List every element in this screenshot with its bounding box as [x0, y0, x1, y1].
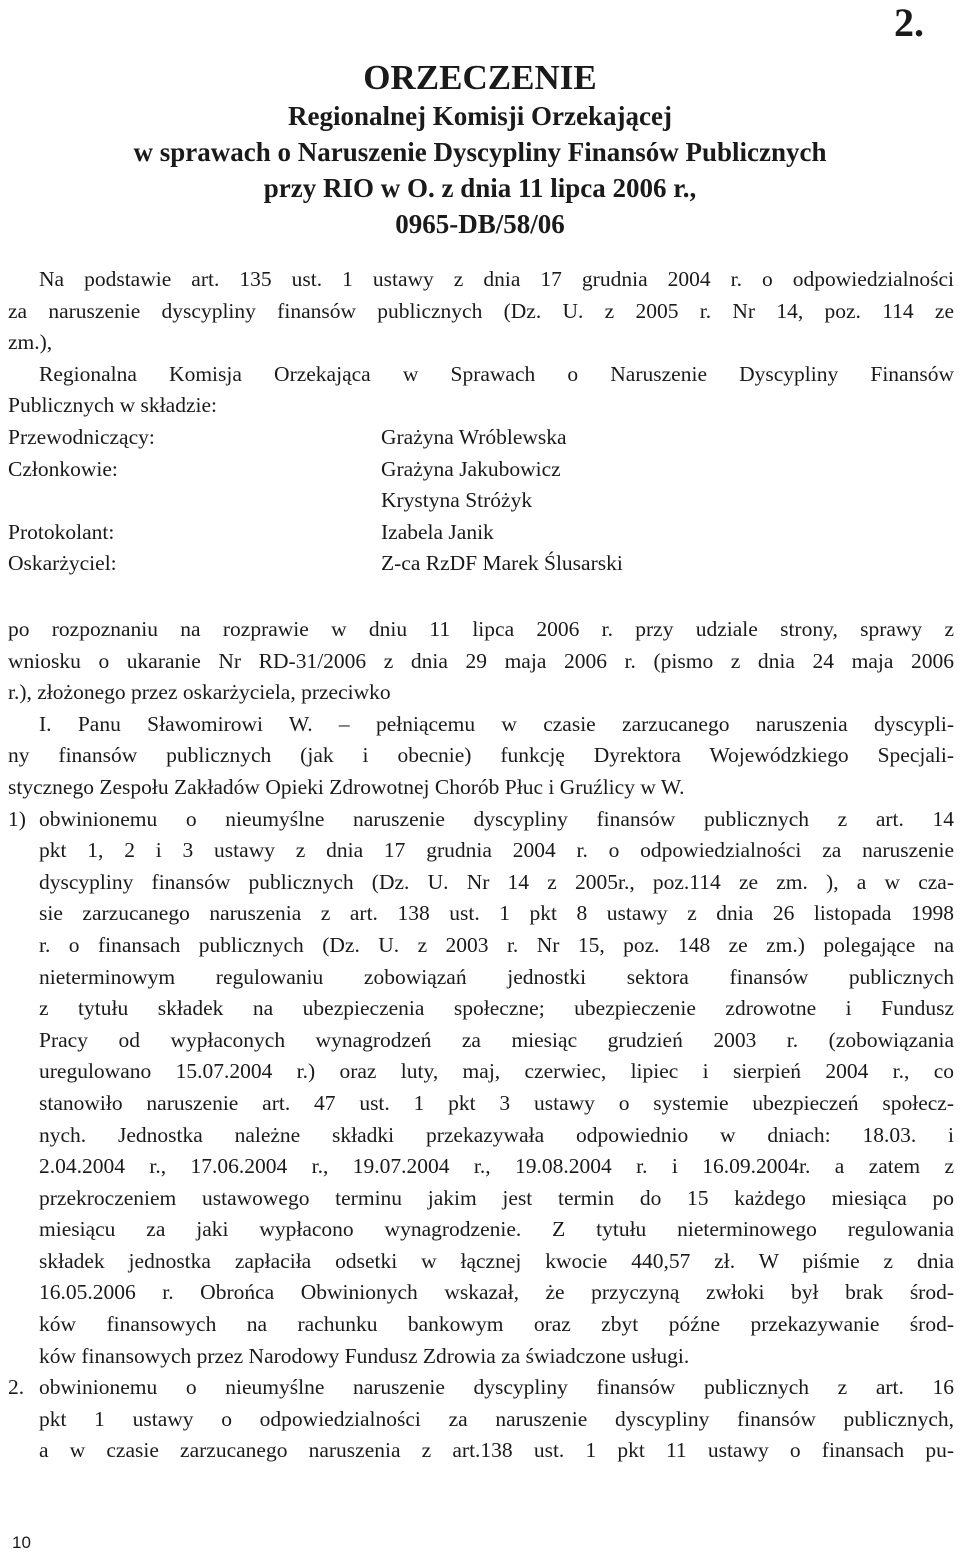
text-line: nych. Jednostka należne składki przekazywała odpowiednio w dniach: 18.03. i — [39, 1122, 954, 1147]
text-line: stanowiło naruszenie art. 47 ust. 1 pkt 3 ustawy o systemie ubezpieczeń społecz- — [39, 1090, 954, 1115]
subtitle-line: w sprawach o Naruszenie Dyscypliny Finansów Publicznych — [133, 137, 827, 167]
text-line: zm.), — [8, 330, 53, 355]
text-line: 16.05.2006 r. Obrońca Obwinionych wskazał, że przyczyną zwłoki był brak środ- — [39, 1280, 954, 1305]
text-line: pkt 1, 2 i 3 ustawy z dnia 17 grudnia 2004 r. o odpowiedzialności za naruszenie — [39, 838, 954, 863]
text-line: po rozpoznaniu na rozprawie w dniu 11 lipca 2006 r. przy udziale strony, sprawy z — [8, 617, 954, 641]
text-line: obwinionemu o nieumyślne naruszenie dyscypliny finansów publicznych z art. 14 — [39, 806, 954, 831]
member-name: Z-ca RzDF Marek Ślusarski — [381, 551, 623, 576]
text-line: Pracy od wypłaconych wynagrodzeń za miesiąc grudzień 2003 r. (zobowiązania — [39, 1027, 954, 1052]
text-line: przekroczeniem ustawowego terminu jakim jest termin do 15 każdego miesiąca po — [39, 1185, 954, 1210]
text-line: ny finansów publicznych (jak i obecnie) funkcję Dyrektora Wojewódzkiego Specjali- — [8, 743, 954, 768]
text-line: miesiącu za jaki wypłacono wynagrodzenie. Z tytułu nieterminowego regulowania — [39, 1217, 954, 1242]
commission-composition — [8, 422, 954, 580]
text-line: dyscypliny finansów publicznych (Dz. U. Nr 14 z 2005r., poz.114 ze zm. ), a w cza- — [39, 869, 954, 894]
text-line: I. Panu Sławomirowi W. – pełniącemu w czasie zarzucanego naruszenia dyscypli- — [39, 711, 954, 736]
member-name: Izabela Janik — [381, 519, 494, 544]
text-line: Publicznych w składzie: — [8, 393, 217, 418]
member-name: Krystyna Stróżyk — [381, 488, 533, 513]
text-line: a w czasie zarzucanego naruszenia z art.138 ust. 1 pkt 11 ustawy o finansach pu- — [39, 1438, 954, 1463]
text-line: 2.04.2004 r., 17.06.2004 r., 19.07.2004 r., 19.08.2004 r. i 16.09.2004r. a zatem z — [39, 1154, 954, 1179]
role-label: Protokolant: — [8, 519, 115, 544]
text-line: uregulowano 15.07.2004 r.) oraz luty, maj, czerwiec, lipiec i sierpień 2004 r., co — [39, 1059, 954, 1084]
text-line: stycznego Zespołu Zakładów Opieki Zdrowotnej Chorób Płuc i Gruźlicy w W. — [8, 774, 685, 799]
charge-item-1 — [8, 804, 954, 1373]
ruling-body — [8, 614, 954, 1467]
text-line: ków finansowych na rachunku bankowym oraz zbyt późne przekazywanie środ- — [39, 1312, 954, 1337]
text-line: wniosku o ukaranie Nr RD-31/2006 z dnia 29 maja 2006 r. (pismo z dnia 24 maja 2006 — [8, 648, 954, 673]
text-line: za naruszenie dyscypliny finansów publicznych (Dz. U. z 2005 r. Nr 14, poz. 114 ze — [8, 298, 954, 323]
subtitle-line: Regionalnej Komisji Orzekającej — [288, 101, 672, 131]
section-number: 2. — [894, 0, 924, 45]
composition-row — [8, 548, 954, 580]
text-line: r. o finansach publicznych (Dz. U. z 2003 r. Nr 15, poz. 148 ze zm.) polegające na — [39, 932, 954, 957]
heading-block — [0, 58, 960, 242]
composition-row — [8, 454, 954, 486]
charge-number: 1) — [8, 806, 26, 831]
text-line: obwinionemu o nieumyślne naruszenie dyscypliny finansów publicznych z art. 16 — [39, 1375, 954, 1400]
member-name: Grażyna Wróblewska — [381, 425, 567, 449]
document-title: ORZECZENIE — [363, 58, 597, 97]
page-number: 10 — [12, 1533, 31, 1552]
role-label: Członkowie: — [8, 456, 118, 481]
text-line: r.), złożonego przez oskarżyciela, przeciwko — [8, 680, 391, 705]
role-label: Przewodniczący: — [8, 425, 155, 449]
text-line: nieterminowym regulowaniu zobowiązań jednostki sektora finansów publicznych — [39, 964, 954, 989]
charge-number: 2. — [8, 1375, 25, 1400]
composition-row — [8, 517, 954, 549]
legal-basis — [8, 264, 954, 422]
text-line: pkt 1 ustawy o odpowiedzialności za naruszenie dyscypliny finansów publicznych, — [39, 1406, 954, 1431]
role-label: Oskarżyciel: — [8, 551, 117, 576]
charge-item-2 — [8, 1372, 954, 1467]
text-line: sie zarzucanego naruszenia z art. 138 ust. 1 pkt 8 ustawy z dnia 26 listopada 1998 — [39, 901, 954, 926]
text-line: ków finansowych przez Narodowy Fundusz Zdrowia za świadczone usługi. — [39, 1343, 690, 1368]
text-line: składek jednostka zapłaciła odsetki w łącznej kwocie 440,57 zł. W piśmie z dnia — [39, 1248, 954, 1273]
composition-row — [8, 422, 954, 454]
composition-row — [8, 485, 954, 517]
member-name: Grażyna Jakubowicz — [381, 456, 561, 481]
case-number: 0965-DB/58/06 — [395, 209, 565, 239]
subtitle-line: przy RIO w O. z dnia 11 lipca 2006 r., — [263, 173, 697, 203]
text-line: Regionalna Komisja Orzekająca w Sprawach o Naruszenie Dyscypliny Finansów — [39, 361, 954, 386]
text-line: Na podstawie art. 135 ust. 1 ustawy z dnia 17 grudnia 2004 r. o odpowiedzialności — [39, 267, 954, 291]
text-line: z tytułu składek na ubezpieczenia społeczne; ubezpieczenie zdrowotne i Fundusz — [39, 996, 954, 1021]
